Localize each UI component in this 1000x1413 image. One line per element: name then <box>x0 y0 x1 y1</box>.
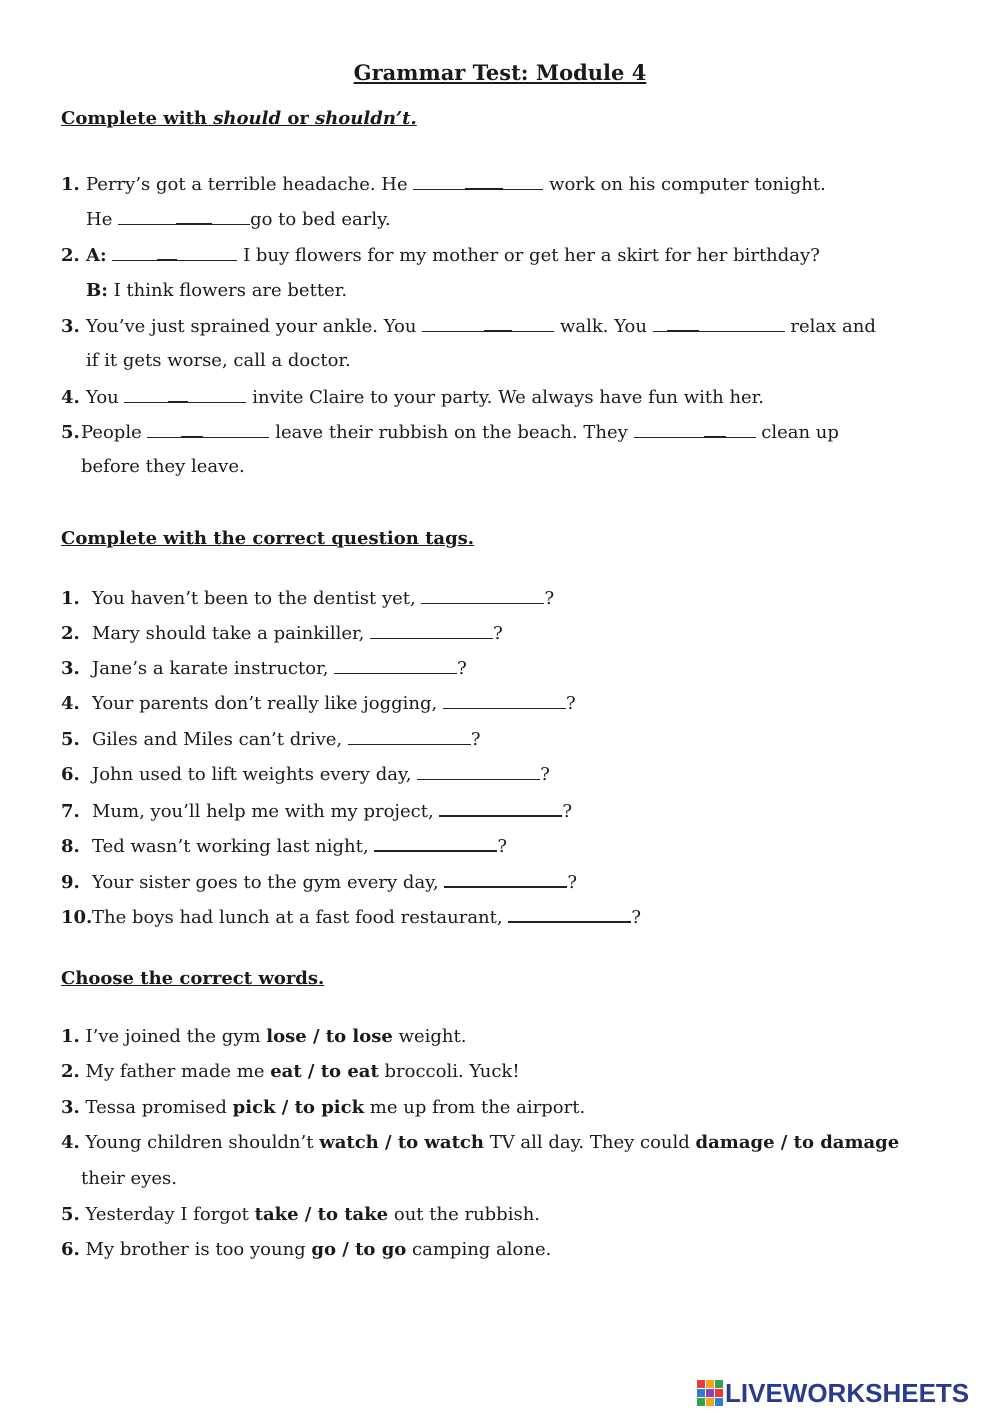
exercise3-item-6: 6. My brother is too young go / to go camping alone. <box>61 1239 552 1260</box>
item-number: 8. <box>61 836 80 857</box>
item-text: Your parents don’t really like jogging, <box>92 693 438 714</box>
section-heading-question-tags: Complete with the correct question tags. <box>61 528 475 549</box>
exercise1-item-5: 5.People leave their rubbish on the beach. They clean up <box>61 422 839 443</box>
question-mark: ? <box>631 907 641 928</box>
exercise2-item-10 <box>61 905 641 929</box>
question-tag-blank[interactable] <box>444 870 567 888</box>
page-title: Grammar Test: Module 4 <box>353 60 647 85</box>
choice-option[interactable]: lose / to lose <box>266 1026 393 1047</box>
choice-option[interactable]: damage / to damage <box>695 1132 900 1153</box>
exercise3-item-4-cont: their eyes. <box>81 1168 177 1189</box>
exercise3-item-2: 2. My father made me eat / to eat broccoli. Yuck! <box>61 1061 520 1082</box>
exercise3-item-3: 3. Tessa promised pick / to pick me up from the airport. <box>61 1097 586 1118</box>
exercise1-item-3-cont: if it gets worse, call a doctor. <box>86 350 351 371</box>
exercise1-item-2-reply: B: I think flowers are better. <box>86 280 348 301</box>
question-mark: ? <box>493 623 503 644</box>
exercise2-item-1 <box>61 587 554 610</box>
item-text: The boys had lunch at a fast food restaurant, <box>92 907 503 928</box>
question-tag-blank[interactable] <box>374 834 497 852</box>
exercise2-item-9 <box>61 870 577 894</box>
section-heading-should: Complete with should or shouldn’t. <box>61 108 417 129</box>
question-mark: ? <box>562 801 573 822</box>
item-number: 9. <box>61 872 80 893</box>
exercise2-item-6 <box>61 763 550 786</box>
item-text: Mary should take a painkiller, <box>92 623 365 644</box>
item-number: 10. <box>61 907 93 928</box>
question-tag-blank[interactable] <box>334 657 457 674</box>
choice-option[interactable]: pick / to pick <box>232 1097 365 1118</box>
logo-text: LIVEWORKSHEETS <box>725 1377 970 1408</box>
question-mark: ? <box>470 729 481 750</box>
exercise1-item-3: 3. You’ve just sprained your ankle. You walk. You relax and <box>61 316 876 337</box>
choice-option[interactable]: eat / to eat <box>270 1061 379 1082</box>
exercise1-item-5-cont: before they leave. <box>81 456 245 477</box>
exercise2-item-3 <box>61 657 467 680</box>
exercise1-item-1: 1. Perry’s got a terrible headache. He work on his computer tonight. <box>61 174 826 195</box>
exercise1-item-1-cont: He go to bed early. <box>86 209 391 230</box>
question-tag-blank[interactable] <box>348 728 471 745</box>
item-text: Mum, you’ll help me with my project, <box>92 801 434 822</box>
answer-blank[interactable] <box>147 421 269 438</box>
item-number: 7. <box>61 801 80 822</box>
choice-option[interactable]: go / to go <box>311 1239 407 1260</box>
exercise3-item-5: 5. Yesterday I forgot take / to take out the rubbish. <box>61 1204 541 1225</box>
question-tag-blank[interactable] <box>443 692 566 709</box>
question-tag-blank[interactable] <box>417 763 540 780</box>
liveworksheets-logo <box>697 1377 997 1409</box>
answer-blank[interactable] <box>653 315 785 332</box>
item-number: 3. <box>61 658 80 679</box>
question-mark: ? <box>565 693 576 714</box>
question-tag-blank[interactable] <box>421 587 544 604</box>
answer-blank[interactable] <box>634 421 756 438</box>
question-mark: ? <box>497 836 507 857</box>
exercise3-item-1: 1. I’ve joined the gym lose / to lose weight. <box>61 1026 467 1047</box>
answer-blank[interactable] <box>118 208 250 225</box>
question-tag-blank[interactable] <box>508 905 631 923</box>
exercise2-item-7 <box>61 799 572 823</box>
item-number: 2. <box>61 623 80 644</box>
choice-option[interactable]: take / to take <box>254 1204 389 1225</box>
item-text: Your sister goes to the gym every day, <box>92 872 439 893</box>
exercise2-item-8 <box>61 834 507 858</box>
exercise1-item-4: 4. You invite Claire to your party. We always have fun with her. <box>61 387 765 408</box>
item-text: Ted wasn’t working last night, <box>92 836 369 857</box>
question-mark: ? <box>540 764 550 785</box>
answer-blank[interactable] <box>124 386 246 403</box>
exercise3-item-4: 4. Young children shouldn’t watch / to watch TV all day. They could damage / to damage <box>61 1132 900 1153</box>
answer-blank[interactable] <box>112 244 237 261</box>
item-text: Jane’s a karate instructor, <box>92 658 329 679</box>
question-mark: ? <box>457 658 467 679</box>
answer-blank[interactable] <box>422 315 554 332</box>
exercise2-item-4 <box>61 692 576 715</box>
exercise1-item-2: 2. A: I buy flowers for my mother or get her a skirt for her birthday? <box>61 245 820 266</box>
choice-option[interactable]: watch / to watch <box>319 1132 484 1153</box>
item-text: John used to lift weights every day, <box>92 764 412 785</box>
item-number: 5. <box>61 729 80 750</box>
exercise2-item-5 <box>61 728 481 751</box>
question-mark: ? <box>544 588 555 609</box>
item-number: 4. <box>61 693 80 714</box>
answer-blank[interactable] <box>413 173 543 190</box>
item-number: 1. <box>61 588 80 609</box>
liveworksheets-logo-icon <box>697 1380 723 1406</box>
question-tag-blank[interactable] <box>439 799 562 817</box>
item-number: 6. <box>61 764 80 785</box>
question-tag-blank[interactable] <box>370 622 493 639</box>
exercise2-item-2 <box>61 622 503 645</box>
item-text: You haven’t been to the dentist yet, <box>92 588 416 609</box>
question-mark: ? <box>567 872 578 893</box>
section-heading-choose-words: Choose the correct words. <box>61 968 325 989</box>
item-text: Giles and Miles can’t drive, <box>92 729 343 750</box>
